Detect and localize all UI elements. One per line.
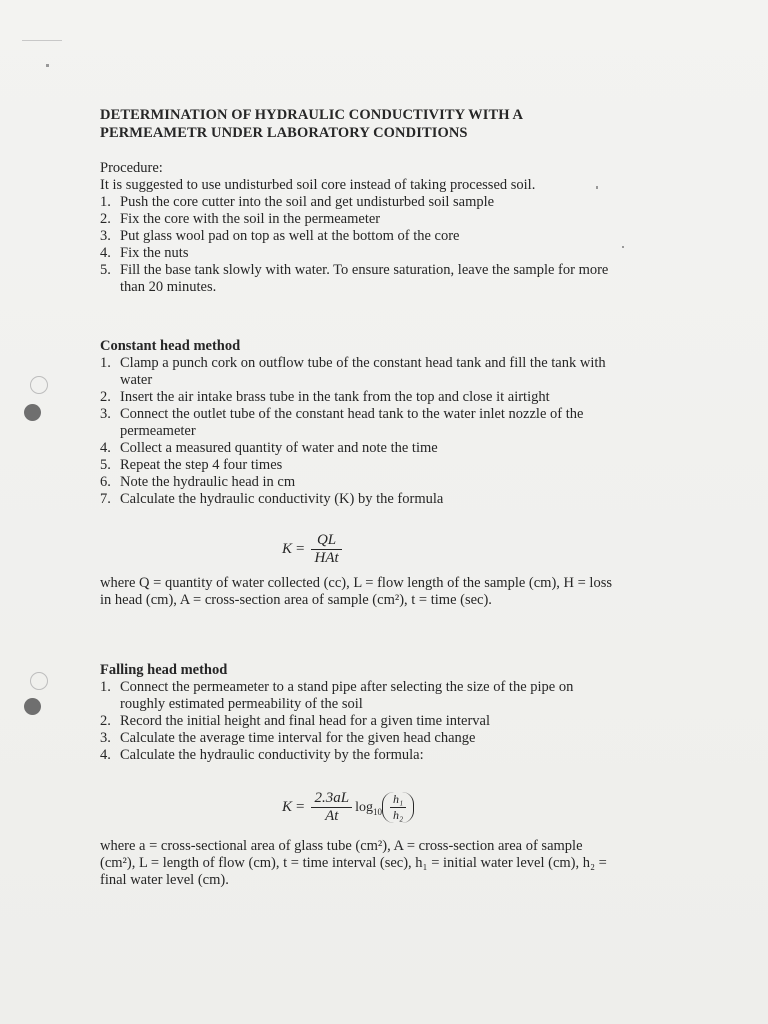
- step-number: 4.: [100, 440, 111, 456]
- step-text: Insert the air intake brass tube in the tank from the top and close it airtight: [120, 389, 550, 405]
- step-text: Fix the nuts: [120, 245, 189, 261]
- step-text-continued: than 20 minutes.: [120, 279, 217, 295]
- where-line-1: where a = cross-sectional area of glass tube (cm²), A = cross-section area of sample: [100, 838, 583, 854]
- formula-denominator: HAt: [314, 550, 339, 566]
- step-number: 4.: [100, 747, 111, 763]
- punch-hole-top: [24, 404, 41, 421]
- list-item: [100, 747, 660, 764]
- where-line-3: final water level (cm).: [100, 872, 229, 888]
- step-text: Collect a measured quantity of water and note the time: [120, 440, 438, 456]
- log-base: 10: [372, 806, 382, 817]
- step-text-continued: permeameter: [120, 423, 196, 439]
- step-text: Calculate the hydraulic conductivity (K) by the formula: [120, 491, 444, 507]
- step-number: 1.: [100, 355, 111, 371]
- formula-fraction: [311, 532, 341, 567]
- step-text: Clamp a punch cork on outflow tube of the constant head tank and fill the tank with: [120, 355, 606, 371]
- list-item: [100, 406, 660, 440]
- procedure-steps: [100, 194, 660, 296]
- scan-speck: [22, 40, 62, 41]
- step-number: 3.: [100, 406, 111, 422]
- formula-parenthesis: [382, 792, 414, 823]
- step-text-continued: water: [120, 372, 153, 388]
- where-line-1: where Q = quantity of water collected (cc), L = flow length of the sample (cm), H = loss: [100, 575, 612, 591]
- where-line-2: in head (cm), A = cross-section area of sample (cm²), t = time (sec).: [100, 592, 492, 608]
- constant-head-formula: [282, 532, 345, 567]
- step-number: 2.: [100, 211, 111, 227]
- punch-hole-outline-bottom: [30, 672, 48, 690]
- punch-hole-outline-top: [30, 376, 48, 394]
- punch-hole-bottom: [24, 698, 41, 715]
- formula-equals: =: [296, 540, 305, 557]
- falling-head-section: [100, 662, 660, 764]
- constant-head-heading: Constant head method: [100, 338, 241, 354]
- formula-equals: =: [296, 798, 305, 815]
- step-number: 1.: [100, 679, 111, 695]
- step-number: 3.: [100, 228, 111, 244]
- formula-numerator: QL: [311, 532, 341, 550]
- list-item: [100, 713, 660, 730]
- step-text: Repeat the step 4 four times: [120, 457, 283, 473]
- constant-head-steps: [100, 355, 660, 508]
- step-text: Connect the outlet tube of the constant head tank to the water inlet nozzle of the: [120, 406, 584, 422]
- step-number: 7.: [100, 491, 111, 507]
- title-line-1: DETERMINATION OF HYDRAULIC CONDUCTIVITY WITH A: [100, 107, 524, 123]
- falling-head-heading: Falling head method: [100, 662, 228, 678]
- step-number: 2.: [100, 389, 111, 405]
- formula-log: [355, 800, 382, 815]
- list-item: [100, 194, 660, 211]
- inner-numerator: h₁: [390, 792, 406, 808]
- procedure-intro: It is suggested to use undisturbed soil core instead of taking processed soil.: [100, 177, 536, 193]
- list-item: [100, 211, 660, 228]
- step-number: 6.: [100, 474, 111, 490]
- procedure-section: [100, 160, 660, 296]
- step-text: Fix the core with the soil in the permeameter: [120, 211, 381, 227]
- step-text: Push the core cutter into the soil and get undisturbed soil sample: [120, 194, 495, 210]
- step-text-continued: roughly estimated permeability of the soil: [120, 696, 363, 712]
- list-item: [100, 491, 660, 508]
- document-title: [100, 106, 660, 142]
- step-number: 2.: [100, 713, 111, 729]
- constant-head-section: [100, 338, 660, 508]
- step-number: 1.: [100, 194, 111, 210]
- step-number: 5.: [100, 457, 111, 473]
- list-item: [100, 262, 660, 296]
- formula-lhs: K: [282, 540, 293, 557]
- falling-head-where: [100, 838, 660, 889]
- falling-head-formula: [282, 790, 414, 825]
- step-text: Record the initial height and final head for a given time interval: [120, 713, 491, 729]
- list-item: [100, 389, 660, 406]
- list-item: [100, 457, 660, 474]
- where-line-2: (cm²), L = length of flow (cm), t = time interval (sec), h₁ = initial water level (cm), h₂ =: [100, 855, 607, 871]
- step-text: Note the hydraulic head in cm: [120, 474, 296, 490]
- step-text: Calculate the average time interval for the given head change: [120, 730, 476, 746]
- list-item: [100, 730, 660, 747]
- list-item: [100, 355, 660, 389]
- step-text: Fill the base tank slowly with water. To ensure saturation, leave the sample for more: [120, 262, 609, 278]
- title-line-2: PERMEAMETR UNDER LABORATORY CONDITIONS: [100, 125, 468, 141]
- log-text: log: [355, 799, 373, 815]
- formula-numerator: 2.3aL: [311, 790, 352, 808]
- scan-speck: [46, 64, 49, 67]
- list-item: [100, 440, 660, 457]
- step-number: 4.: [100, 245, 111, 261]
- list-item: [100, 474, 660, 491]
- step-number: 3.: [100, 730, 111, 746]
- list-item: [100, 228, 660, 245]
- constant-head-where: [100, 575, 660, 609]
- formula-fraction: [311, 790, 352, 825]
- inner-denominator: h₂: [392, 808, 404, 822]
- falling-head-steps: [100, 679, 660, 764]
- step-text: Connect the permeameter to a stand pipe after selecting the size of the pipe on: [120, 679, 574, 695]
- formula-lhs: K: [282, 798, 293, 815]
- step-number: 5.: [100, 262, 111, 278]
- procedure-heading: Procedure:: [100, 160, 163, 176]
- list-item: [100, 679, 660, 713]
- formula-denominator: At: [325, 808, 339, 824]
- inner-fraction: [390, 792, 406, 823]
- list-item: [100, 245, 660, 262]
- step-text: Put glass wool pad on top as well at the bottom of the core: [120, 228, 460, 244]
- step-text: Calculate the hydraulic conductivity by the formula:: [120, 747, 424, 763]
